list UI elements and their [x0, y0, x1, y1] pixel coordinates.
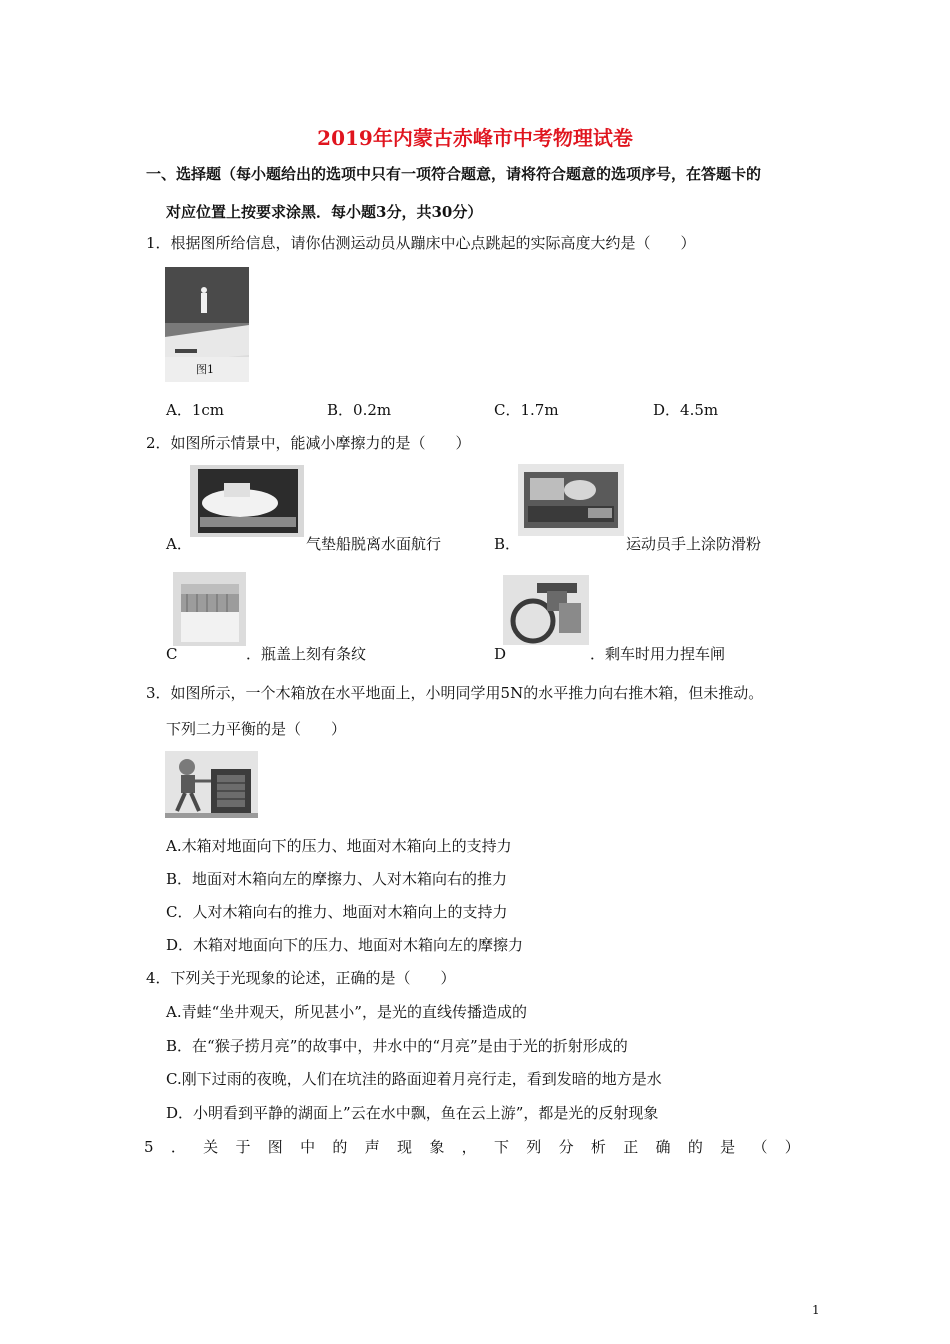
q5-char: 现 [397, 1138, 413, 1156]
q2-option-c-letter: C [166, 645, 178, 663]
q5-char: 图 [267, 1138, 283, 1156]
section-heading-line2: 对应位置上按要求涂黑．每小题3分，共30分） [166, 203, 483, 221]
q4-option-b: B．在“猴子捞月亮”的故事中，井水中的“月亮”是由于光的折射形成的 [166, 1037, 628, 1055]
q5-char: 的 [332, 1138, 348, 1156]
q2-option-a-text: 气垫船脱离水面航行 [306, 535, 442, 553]
q1-option-b: B．0.2m [327, 401, 392, 419]
q1-figure-label: 图1 [196, 363, 214, 376]
q5-char: 是 [720, 1138, 736, 1156]
q5-char: （ [752, 1138, 768, 1156]
section-heading-line1: 一、选择题（每小题给出的选项中只有一项符合题意，请将符合题意的选项序号，在答题卡的 [146, 165, 762, 183]
q4-stem: 4．下列关于光现象的论述，正确的是（ ） [146, 969, 456, 987]
q5-char: 关 [203, 1138, 219, 1156]
q5-char: 中 [300, 1138, 316, 1156]
q2-option-b-letter: B． [494, 535, 521, 553]
q2-option-c-text: ．瓶盖上刻有条纹 [246, 645, 367, 663]
q2-bicycle-brake-photo [503, 575, 589, 645]
q5-char: 下 [493, 1138, 509, 1156]
q5-char: 列 [526, 1138, 542, 1156]
q5-char: ， [461, 1138, 477, 1156]
q5-char: 分 [558, 1138, 574, 1156]
q2-stem: 2．如图所示情景中，能减小摩擦力的是（ ） [146, 434, 471, 452]
q2-option-d-text: ．剩车时用力捏车闸 [590, 645, 726, 663]
q3-option-b: B．地面对木箱向左的摩擦力、人对木箱向右的推力 [166, 870, 508, 888]
q1-option-d: D．4.5m [653, 401, 719, 419]
q3-stem-line2: 下列二力平衡的是（ ） [166, 720, 347, 738]
q5-char: 于 [235, 1138, 251, 1156]
q4-option-d: D．小明看到平静的湖面上”云在水中飘，鱼在云上游”，都是光的反射现象 [166, 1104, 659, 1122]
q1-stem: 1．根据图所给信息，请你估测运动员从蹦床中心点跳起的实际高度大约是（ ） [146, 234, 696, 252]
document-title: 2019年内蒙古赤峰市中考物理试卷 [317, 126, 633, 150]
q4-option-c: C.刚下过雨的夜晚，人们在坑洼的路面迎着月亮行走，看到发暗的地方是水 [166, 1070, 662, 1088]
q5-char: ． [170, 1138, 186, 1156]
q1-option-a: A．1cm [166, 401, 225, 419]
q5-stem [144, 1137, 800, 1157]
q5-char: 5 [144, 1138, 154, 1156]
q3-option-c: C．人对木箱向右的推力、地面对木箱向上的支持力 [166, 903, 508, 921]
q5-char: 声 [364, 1138, 380, 1156]
q4-option-a: A.青蛙“坐井观天，所见甚小”，是光的直线传播造成的 [166, 1003, 527, 1021]
q3-stem-line1: 3．如图所示，一个木箱放在水平地面上，小明同学用5N的水平推力向右推木箱，但未推动。 [146, 684, 764, 702]
q3-option-d: D．木箱对地面向下的压力、地面对木箱向左的摩擦力 [166, 936, 524, 954]
q2-option-d-letter: D [494, 645, 507, 663]
q3-option-a: A.木箱对地面向下的压力、地面对木箱向上的支持力 [166, 837, 512, 855]
q5-char: 析 [590, 1138, 606, 1156]
q5-char: 象 [429, 1138, 445, 1156]
q2-option-a-letter: A． [166, 535, 192, 553]
q5-char: ） [784, 1138, 800, 1156]
q5-char: 确 [655, 1138, 671, 1156]
q3-boy-pushing-box-photo [165, 751, 258, 818]
q2-bottle-cap-photo [173, 572, 246, 646]
q2-option-b-text: 运动员手上涂防滑粉 [626, 535, 762, 553]
page-number: 1 [812, 1303, 820, 1317]
q2-gymnast-photo [518, 464, 624, 536]
q1-option-c: C．1.7m [494, 401, 559, 419]
q5-char: 正 [623, 1138, 639, 1156]
q2-hovercraft-photo [190, 465, 304, 537]
q5-char: 的 [687, 1138, 703, 1156]
